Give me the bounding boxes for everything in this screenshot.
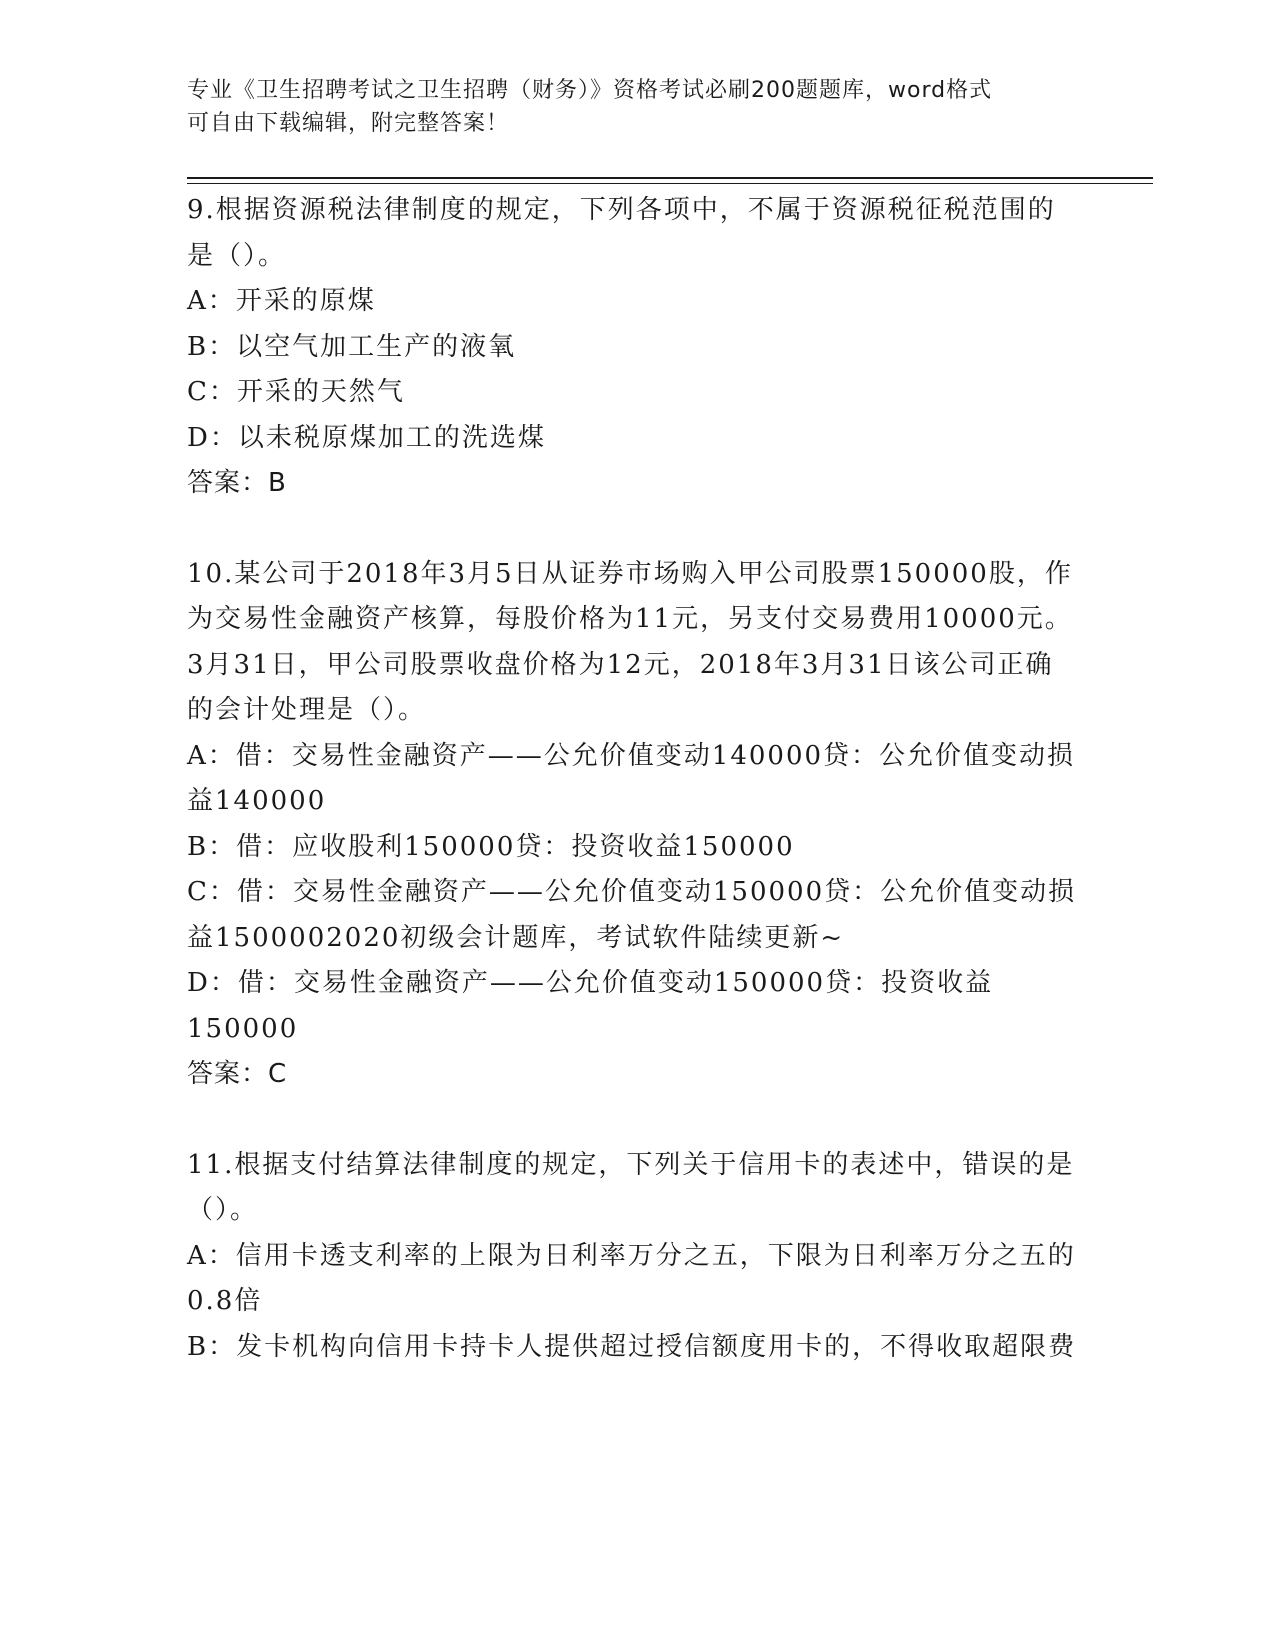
question-list — [187, 188, 1077, 1370]
question-spacer — [187, 507, 1077, 552]
header-divider-thick — [187, 177, 1153, 179]
question-stem: 10.某公司于2018年3月5日从证券市场购入甲公司股票150000股，作为交易性金融资产核算，每股价格为11元，另支付交易费用10000元。3月31日，甲公司股票收盘价格为12元，2018年3月31日该公司正确的会计处理是（）。 — [187, 558, 1073, 725]
question-9 — [187, 188, 1077, 507]
header-divider-thin — [187, 183, 1153, 184]
option-b: B：发卡机构向信用卡持卡人提供超过授信额度用卡的，不得收取超限费 — [187, 1331, 1077, 1362]
option-c: C：借：交易性金融资产——公允价值变动150000贷：公允价值变动损益1500002020初级会计题库，考试软件陆续更新~ — [187, 877, 1077, 953]
option-b: B：借：应收股利150000贷：投资收益150000 — [187, 831, 795, 862]
option-a: A：信用卡透支利率的上限为日利率万分之五，下限为日利率万分之五的0.8倍 — [187, 1240, 1076, 1316]
option-b: B：以空气加工生产的液氧 — [187, 331, 517, 362]
answer-line: 答案：B — [187, 468, 287, 498]
option-c: C：开采的天然气 — [187, 377, 405, 407]
question-11 — [187, 1143, 1077, 1371]
option-d: D：以未税原煤加工的洗选煤 — [187, 422, 546, 453]
question-stem: 11.根据支付结算法律制度的规定，下列关于信用卡的表述中，错误的是（）。 — [187, 1149, 1075, 1225]
question-stem: 9.根据资源税法律制度的规定，下列各项中，不属于资源税征税范围的是（）。 — [187, 195, 1056, 271]
document-header — [187, 74, 1067, 140]
question-spacer — [187, 1098, 1077, 1143]
header-line-2: 可自由下载编辑，附完整答案！ — [187, 111, 510, 136]
option-d: D：借：交易性金融资产——公允价值变动150000贷：投资收益150000 — [187, 968, 994, 1044]
header-line-1: 专业《卫生招聘考试之卫生招聘（财务）》资格考试必刷200题题库，word格式 — [187, 78, 993, 103]
question-10 — [187, 552, 1077, 1098]
option-a: A：借：交易性金融资产——公允价值变动140000贷：公允价值变动损益140000 — [187, 740, 1076, 816]
option-a: A：开采的原煤 — [187, 286, 376, 316]
answer-line: 答案：C — [187, 1059, 288, 1089]
